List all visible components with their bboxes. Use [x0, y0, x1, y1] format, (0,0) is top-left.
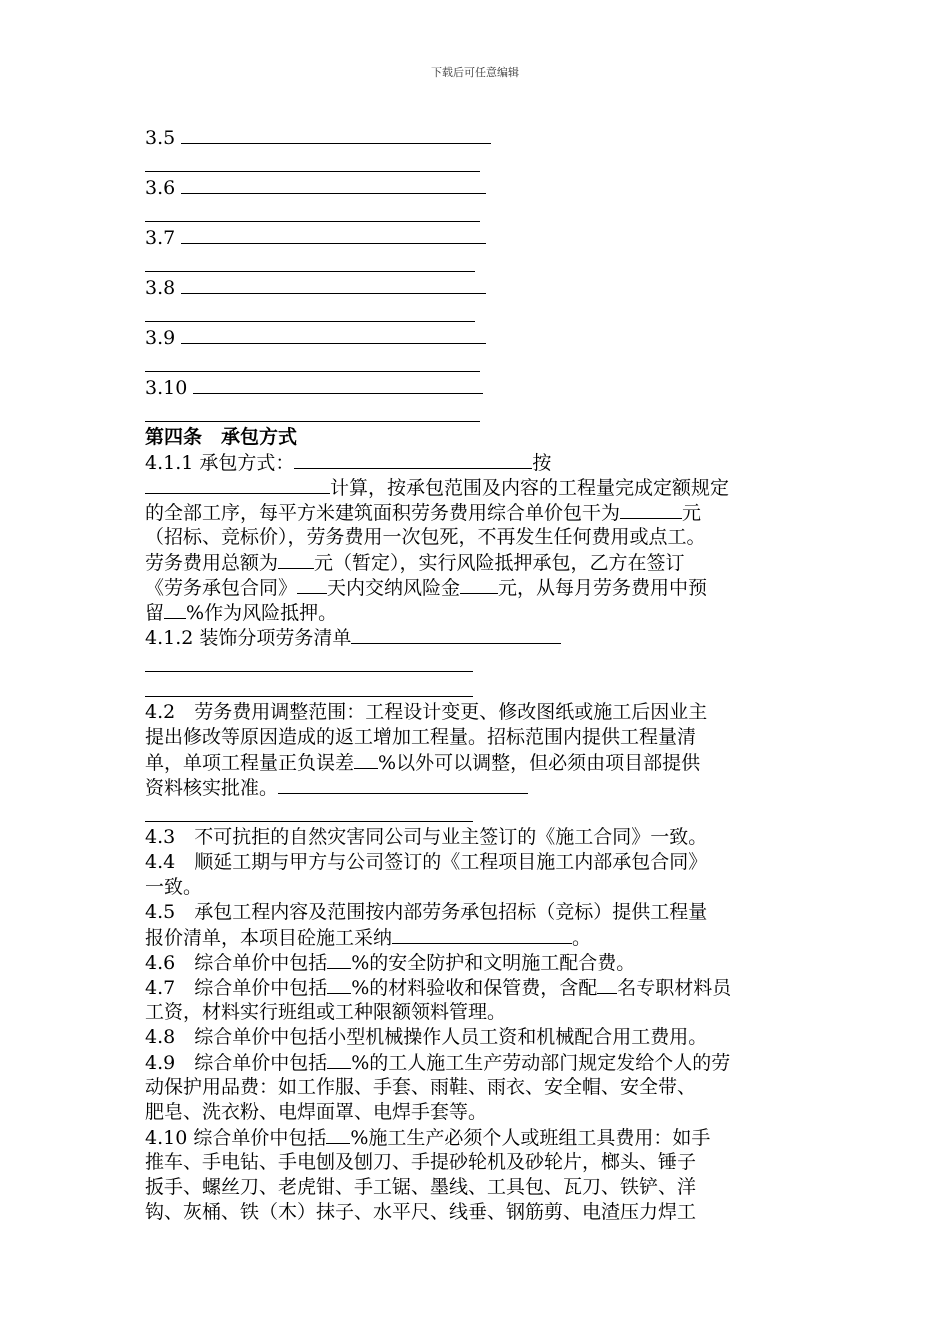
para-4-7-line-2: 工资，材料实行班组或工种限额领料管理。 [145, 1001, 507, 1023]
para-4-9-line-1: 4.9 综合单价中包括 %的工人施工生产劳动部门规定发给个人的劳 [145, 1052, 731, 1074]
blank-continuation [145, 300, 810, 325]
blank-continuation [145, 650, 810, 675]
item-3-5 [145, 125, 810, 150]
para-4-1-1-line-4: （招标、竞标价），劳务费用一次包死，不再发生任何费用或点工。 [145, 526, 706, 548]
para-4-9-line-2: 动保护用品费：如工作服、手套、雨鞋、雨衣、安全帽、安全带、 [145, 1076, 697, 1098]
blank-line [181, 175, 486, 194]
item-number: 3.8 [145, 277, 176, 299]
article-4-title: 第四条 承包方式 [145, 426, 298, 448]
blank-line [181, 275, 486, 294]
para-4-4-line-2: 一致。 [145, 876, 203, 898]
item-3-10 [145, 375, 810, 400]
para-4-2-line-1: 4.2 劳务费用调整范围：工程设计变更、修改图纸或施工后因业主 [145, 701, 708, 723]
para-4-1-1-line-2: 计算，按承包范围及内容的工程量完成定额规定 [145, 475, 810, 500]
para-4-10-line-4: 钩、灰桶、铁（木）抹子、水平尺、线垂、钢筋剪、电渣压力焊工 [145, 1201, 697, 1223]
blank-continuation [145, 350, 810, 375]
blank-line [181, 225, 486, 244]
para-4-7-line-1: 4.7 综合单价中包括 %的材料验收和保管费，含配 名专职材料员 [145, 977, 732, 999]
para-4-1-1-line-7: 留 %作为风险抵押。 [145, 602, 338, 624]
item-number: 3.7 [145, 227, 176, 249]
document-body [145, 125, 810, 1225]
para-4-2-line-3: 单，单项工程量正负误差 %以外可以调整，但必须由项目部提供 [145, 752, 701, 774]
para-4-10-line-2: 推车、手电钻、手电刨及刨刀、手提砂轮机及砂轮片，榔头、锤子 [145, 1151, 697, 1173]
blank-continuation [145, 150, 810, 175]
item-number: 3.6 [145, 177, 176, 199]
para-4-1-1-line-3: 的全部工序，每平方米建筑面积劳务费用综合单价包干为 元 [145, 502, 702, 524]
para-4-1-1-line-6: 《劳务承包合同》 天内交纳风险金 元，从每月劳务费用中预 [145, 577, 708, 599]
para-4-5-line-2: 报价清单，本项目砼施工采纳 。 [145, 927, 592, 949]
blank-line [193, 375, 483, 394]
item-number: 3.5 [145, 127, 176, 149]
item-3-7 [145, 225, 810, 250]
para-4-2-line-2: 提出修改等原因造成的返工增加工程量。招标范围内提供工程量清 [145, 726, 697, 748]
item-3-6 [145, 175, 810, 200]
para-4-8: 4.8 综合单价中包括小型机械操作人员工资和机械配合用工费用。 [145, 1026, 708, 1048]
blank-continuation [145, 675, 810, 700]
blank-continuation [145, 800, 810, 825]
blank-line [181, 325, 486, 344]
para-4-1-1-line-1: 4.1.1 承包方式： 按 [145, 452, 552, 474]
blank-continuation [145, 200, 810, 225]
para-4-10-line-1: 4.10 综合单价中包括 %施工生产必须个人或班组工具费用：如手 [145, 1127, 711, 1149]
para-4-9-line-3: 肥皂、洗衣粉、电焊面罩、电焊手套等。 [145, 1101, 488, 1123]
item-number: 3.9 [145, 327, 176, 349]
blank-continuation [145, 250, 810, 275]
item-number: 3.10 [145, 377, 188, 399]
item-3-9 [145, 325, 810, 350]
blank-continuation [145, 400, 810, 425]
blank-line [181, 125, 491, 144]
para-4-4-line-1: 4.4 顺延工期与甲方与公司签订的《工程项目施工内部承包合同》 [145, 851, 708, 873]
para-4-10-line-3: 扳手、螺丝刀、老虎钳、手工锯、墨线、工具包、瓦刀、铁铲、洋 [145, 1176, 697, 1198]
para-4-6: 4.6 综合单价中包括 %的安全防护和文明施工配合费。 [145, 952, 636, 974]
para-4-1-1-line-5: 劳务费用总额为 元（暂定），实行风险抵押承包，乙方在签订 [145, 552, 685, 574]
item-3-8 [145, 275, 810, 300]
para-4-1-2: 4.1.2 装饰分项劳务清单 [145, 625, 810, 650]
page-header-note: 下载后可任意编辑 [431, 66, 519, 79]
para-4-2-line-4: 资料核实批准。 [145, 775, 810, 800]
para-4-3: 4.3 不可抗拒的自然灾害同公司与业主签订的《施工合同》一致。 [145, 826, 708, 848]
para-4-5-line-1: 4.5 承包工程内容及范围按内部劳务承包招标（竞标）提供工程量 [145, 901, 708, 923]
